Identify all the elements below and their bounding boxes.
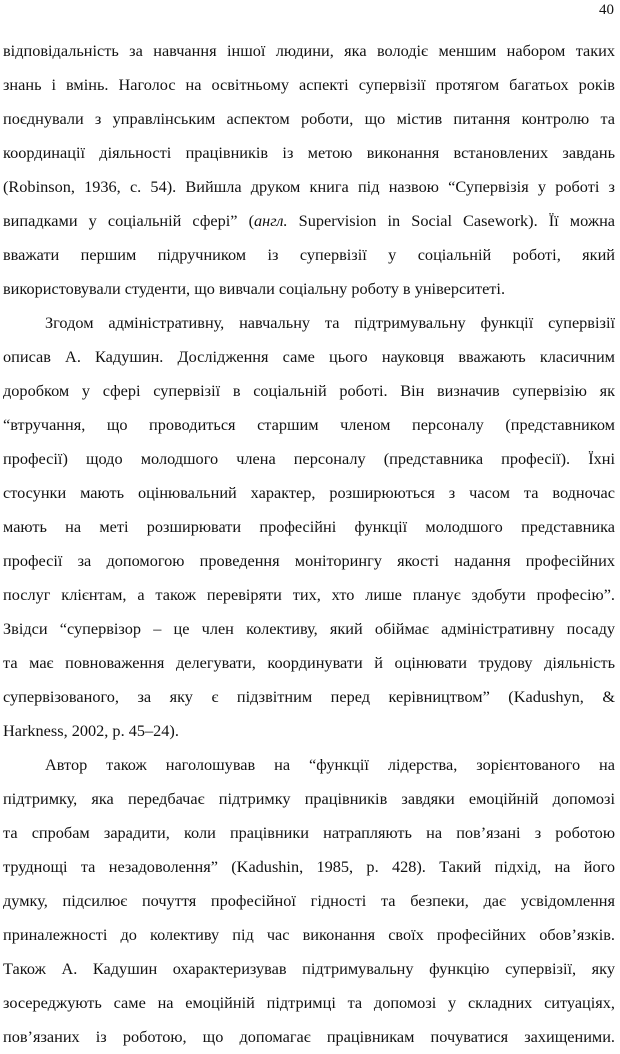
text-line: випадками у соціальній сфері” (англ. Supervision in Social Casework). Її можна [3, 211, 616, 230]
abbreviation-italic: англ. [254, 211, 288, 230]
page-number: 40 [599, 2, 614, 18]
paragraph-1 [3, 34, 615, 306]
text-line: доробком у сфері супервізії в соціальній роботі. Він визначив супервізію як [3, 381, 615, 400]
text-line: послуг клієнтам, а також перевіряти тих, хто лише планує здобути професію”. [3, 585, 615, 604]
text-line: приналежності до колективу під час виконання своїх професійних обов’язків. [3, 925, 615, 944]
text-line: Також А. Кадушин охарактеризував підтримувальну функцію супервізії, яку [3, 959, 615, 978]
text-line: (Robinson, 1936, с. 54). Вийшла друком книга під назвою “Супервізія у роботі з [3, 177, 615, 196]
text-line: поєднували з управлінським аспектом роботи, що містив питання контролю та [3, 109, 615, 128]
paragraph-3 [3, 748, 615, 1054]
text-line: думку, підсилює почуття професійної гідності та безпеки, дає усвідомлення [3, 891, 615, 910]
text-line: та має повноваження делегувати, координувати й оцінювати трудову діяльність [3, 653, 615, 672]
text-line: Згодом адміністративну, навчальну та підтримувальну функції супервізії [45, 313, 615, 332]
text-line: знань і вмінь. Наголос на освітньому аспекті супервізії протягом багатьох років [3, 75, 615, 94]
text-line: професії за допомогою проведення моніторингу якості надання професійних [3, 551, 615, 570]
text-line: відповідальність за навчання іншої людини, яка володіє меншим набором таких [3, 41, 615, 60]
text-line: вважати першим підручником із супервізії у соціальній роботі, який [3, 245, 615, 264]
text-line: використовували студенти, що вивчали соціальну роботу в університеті. [3, 279, 506, 298]
text-line: мають на меті розширювати професійні функції молодшого представника [3, 517, 615, 536]
text-line: Harkness, 2002, p. 45–24). [3, 721, 179, 740]
text-line: Автор також наголошував на “функції лідерства, зорієнтованого на [45, 755, 615, 774]
text-line: зосереджують саме на емоційній підтримці та допомозі у складних ситуаціях, [3, 993, 615, 1012]
text-line: “втручання, що проводиться старшим членом персоналу (представником [3, 415, 615, 434]
text-line: Звідси “супервізор – це член колективу, який обіймає адміністративну посаду [3, 619, 615, 638]
text-line: труднощі та незадоволення” (Kadushin, 1985, p. 428). Такий підхід, на його [3, 857, 615, 876]
paragraph-2 [3, 306, 615, 748]
text-line: професії) щодо молодшого члена персоналу (представника професії). Їхні [3, 449, 615, 468]
text-line: та спробам зарадити, коли працівники натрапляють на пов’язані з роботою [3, 823, 615, 842]
text-line: стосунки мають оцінювальний характер, розширюються з часом та водночас [3, 483, 615, 502]
text-line: пов’язаних із роботою, що допомагає працівникам почуватися захищеними. [3, 1027, 615, 1046]
text-line: описав А. Кадушин. Дослідження саме цього науковця вважають класичним [3, 347, 615, 366]
text-line: підтримку, яка передбачає підтримку працівників завдяки емоційній допомозі [3, 789, 615, 808]
text-line: координації діяльності працівників із метою виконання встановлених завдань [3, 143, 615, 162]
document-body [3, 34, 615, 1054]
text-line: супервізованого, за яку є підзвітним перед керівництвом” (Kadushyn, & [3, 687, 615, 706]
